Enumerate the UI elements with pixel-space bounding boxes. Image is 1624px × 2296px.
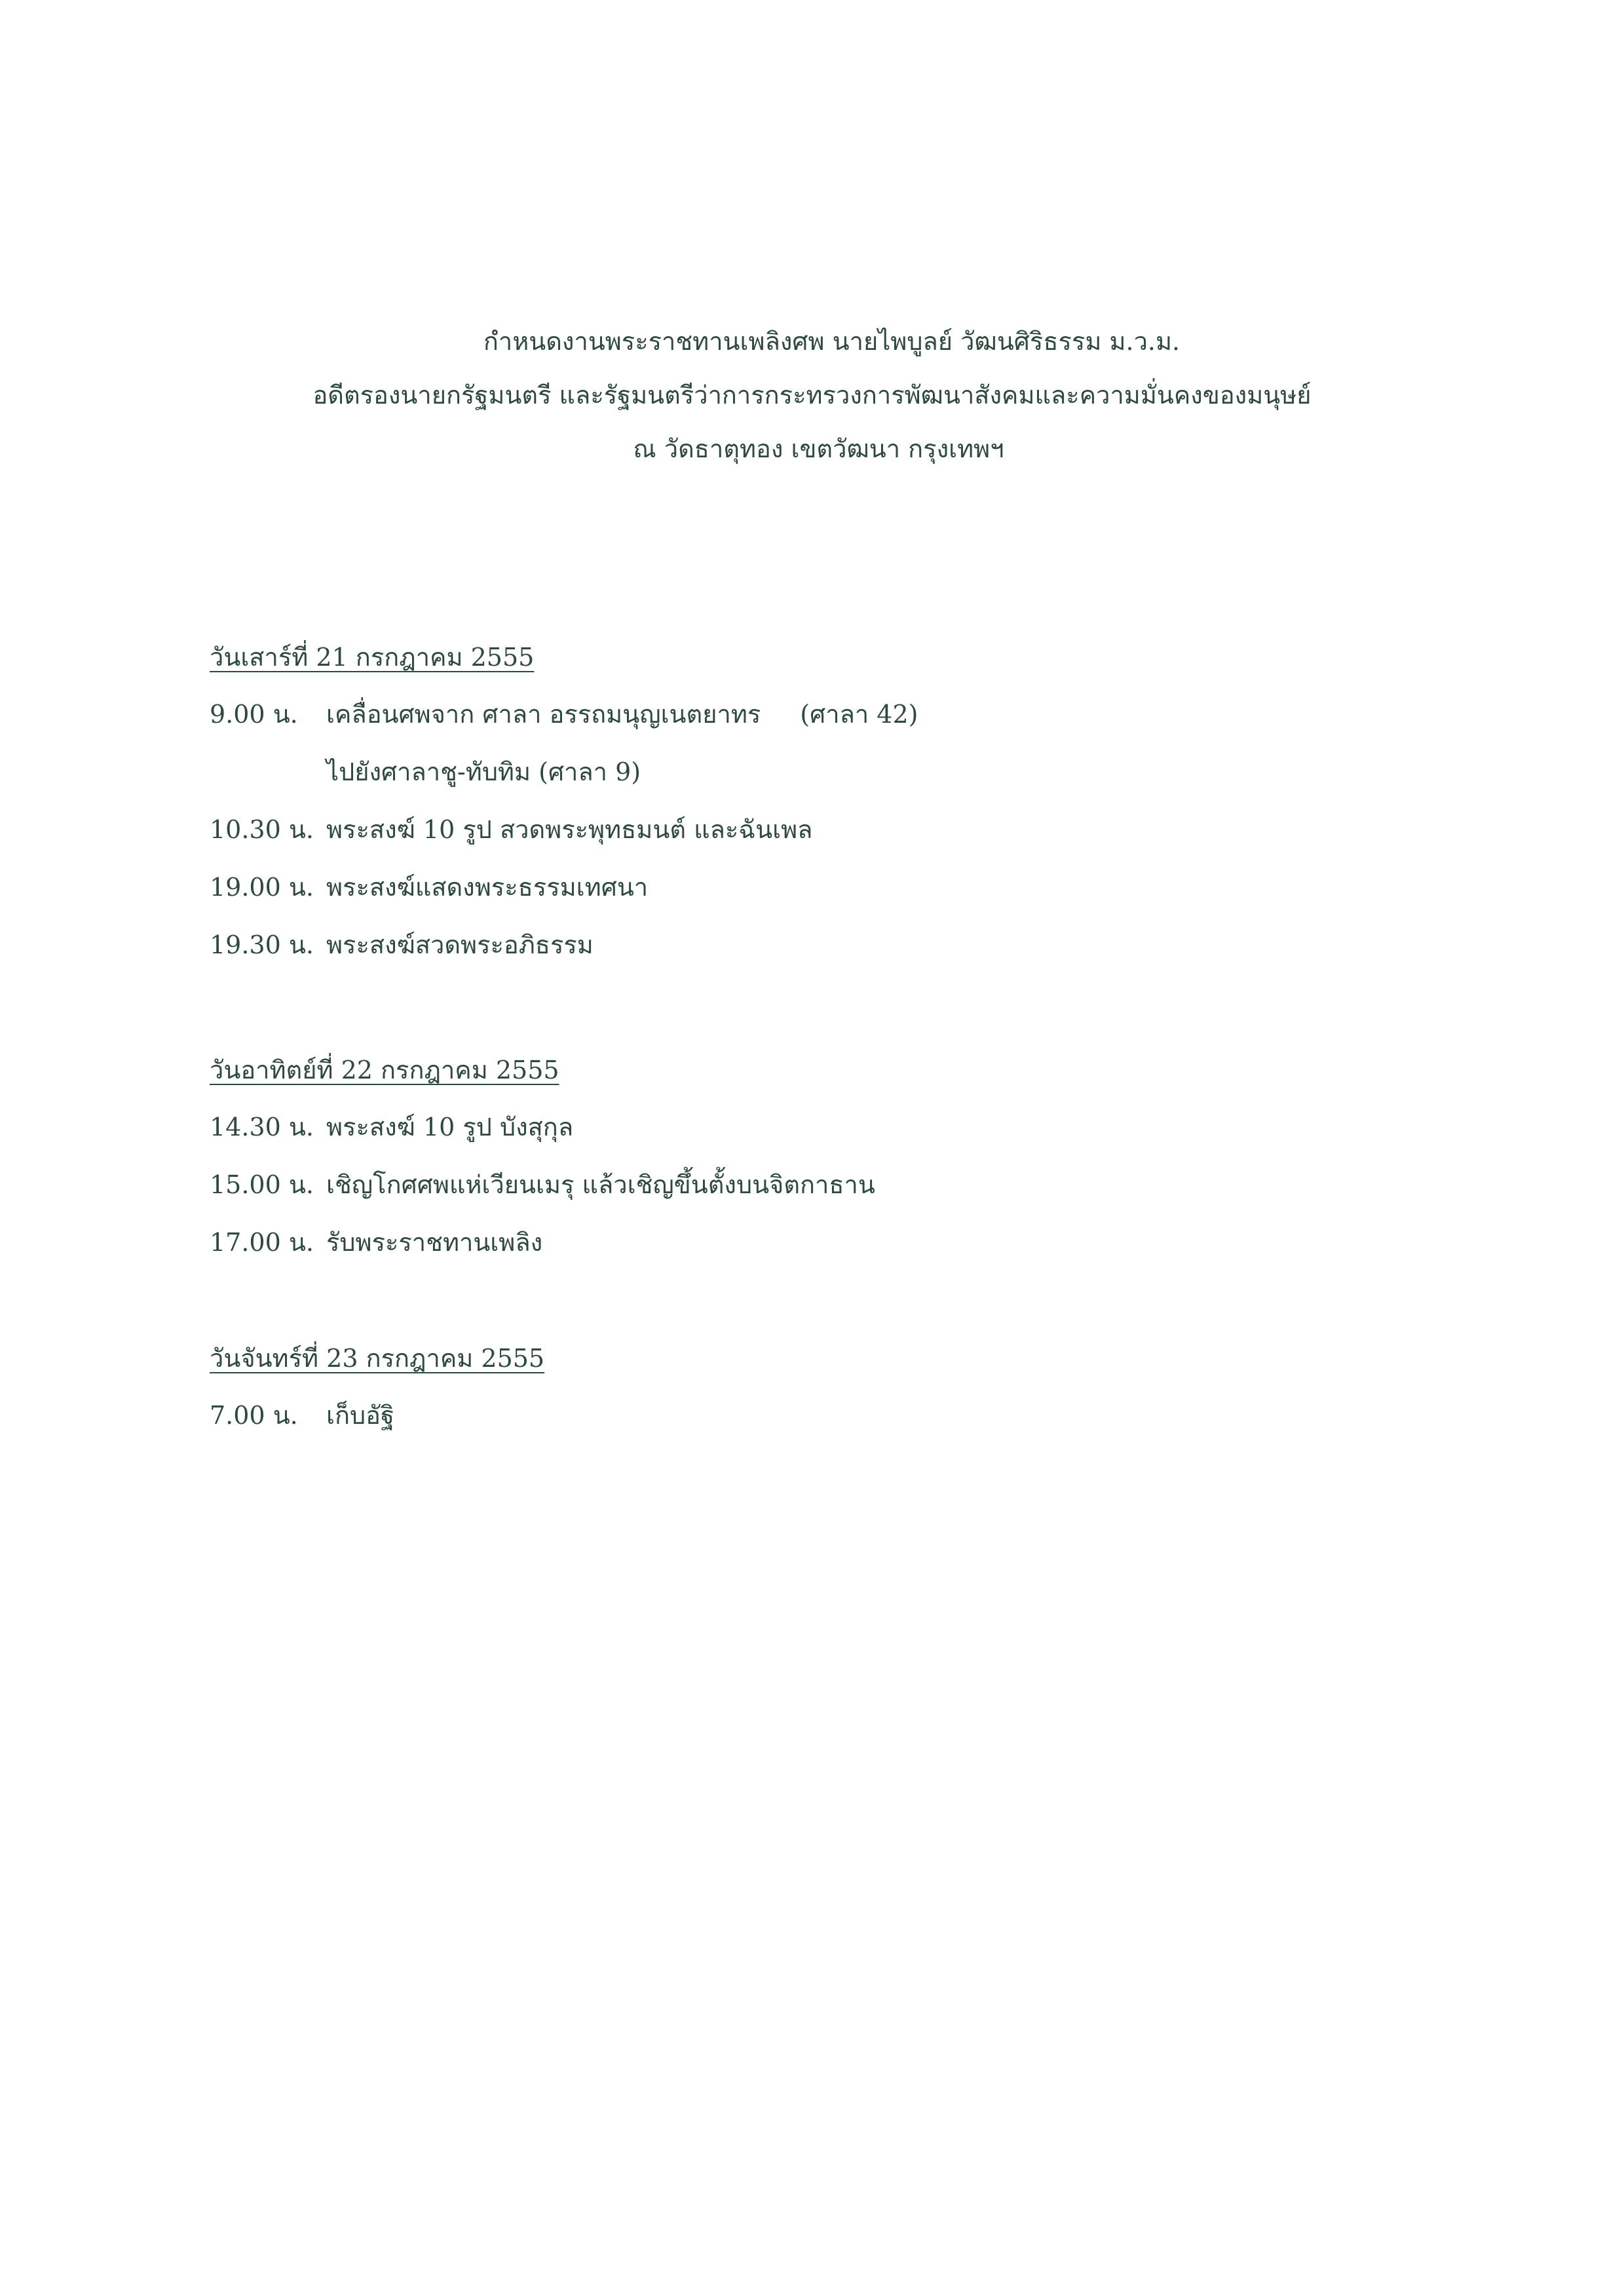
- event-text: ไปยังศาลาชู-ทับทิม (ศาลา 9): [326, 757, 641, 786]
- schedule-row: [210, 801, 1454, 858]
- schedule-row: [210, 685, 1454, 743]
- header-subtitle: อดีตรองนายกรัฐมนตรี และรัฐมนตรีว่าการกระทรวงการพัฒนาสังคมและความมั่นคงของมนุษย์: [312, 381, 1312, 410]
- day-heading: วันอาทิตย์ที่ 22 กรกฎาคม 2555: [210, 1056, 559, 1084]
- schedule-row: [210, 1098, 1454, 1156]
- event-text: พระสงฆ์แสดงพระธรรมเทศนา: [326, 873, 649, 902]
- schedule-row: [210, 858, 1454, 916]
- event-time: 14.30 น.: [210, 1113, 314, 1141]
- event-time: 19.00 น.: [210, 873, 314, 902]
- day-heading: วันเสาร์ที่ 21 กรกฎาคม 2555: [210, 643, 535, 672]
- event-time: 7.00 น.: [210, 1401, 298, 1430]
- event-note: (ศาลา 42): [800, 700, 918, 729]
- event-text: พระสงฆ์สวดพระอภิธรรม: [326, 930, 594, 959]
- event-text: เชิญโกศศพแห่เวียนเมรุ แล้วเชิญขึ้นตั้งบนจิตกาธาน: [326, 1170, 875, 1199]
- event-time: 10.30 น.: [210, 815, 314, 844]
- schedule-row: [210, 1214, 1454, 1271]
- schedule-day-saturday: [210, 629, 1454, 974]
- event-time: 15.00 น.: [210, 1170, 314, 1199]
- header-location: ณ วัดธาตุทอง เขตวัฒนา กรุงเทพฯ: [633, 434, 1004, 463]
- schedule-row: [210, 743, 1454, 801]
- event-time: 9.00 น.: [210, 700, 298, 729]
- event-text: รับพระราชทานเพลิง: [326, 1228, 543, 1257]
- event-text: พระสงฆ์ 10 รูป บังสุกุล: [326, 1113, 574, 1141]
- day-heading: วันจันทร์ที่ 23 กรกฎาคม 2555: [210, 1344, 545, 1373]
- event-time: 19.30 น.: [210, 930, 314, 959]
- event-text: เคลื่อนศพจาก ศาลา อรรถมนุญเนตยาทร: [326, 700, 761, 729]
- document-header: [0, 315, 1624, 476]
- event-text: เก็บอัฐิ: [326, 1401, 394, 1430]
- schedule-row: [210, 1156, 1454, 1214]
- schedule-day-sunday: [210, 1042, 1454, 1271]
- header-title: กำหนดงานพระราชทานเพลิงศพ นายไพบูลย์ วัฒนศิริธรรม ม.ว.ม.: [483, 327, 1180, 356]
- schedule-row: [210, 916, 1454, 974]
- schedule-day-monday: [210, 1330, 1454, 1444]
- event-time: 17.00 น.: [210, 1228, 314, 1257]
- schedule-row: [210, 1387, 1454, 1444]
- event-text: พระสงฆ์ 10 รูป สวดพระพุทธมนต์ และฉันเพล: [326, 815, 813, 844]
